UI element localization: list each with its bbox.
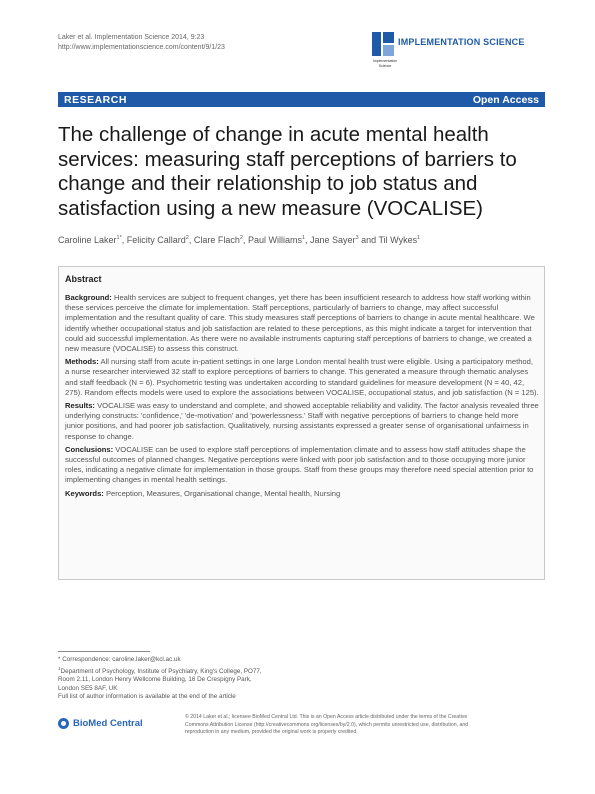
- abstract-box: [58, 266, 545, 580]
- correspondence-note[interactable]: * Correspondence: caroline.laker@kcl.ac.uk: [58, 656, 181, 663]
- author-name: Jane Sayer: [310, 235, 356, 245]
- author-affiliation: 3: [355, 235, 359, 241]
- conclusions-text: VOCALISE can be used to explore staff perceptions of implementation climate and to assess how staff attitudes shape the successful outcomes of planned changes. Negative perceptions were linked with poor job satisfaction and to those occupying more junior roles, indicating a negative climate for implementation in those groups. Staff from these groups may therefore need special attention prior to implementing changes in mental health settings.: [65, 444, 534, 485]
- journal-logo[interactable]: [372, 32, 547, 74]
- copyright-notice: © 2014 Laker et al.; licensee BioMed Central Ltd. This is an Open Access article distributed under the terms of the Creative Commons Attribution License (http://creativecommons.org/licenses/by/2.0), which permits unrestricted use, distribution, and reproduction in any medium, provided the original work is properly credited.: [185, 714, 469, 735]
- affiliation-note-line: Room 2.11, London Henry Wellcome Building, 16 De Crespigny Park,: [58, 676, 252, 684]
- author-name: Caroline Laker: [58, 235, 117, 245]
- abstract-results: [65, 401, 539, 442]
- journal-logo-title: IMPLEMENTATION SCIENCE: [398, 37, 525, 47]
- article-title: The challenge of change in acute mental health services: measuring staff perceptions of barriers to change and their relationship to job status and satisfaction using a new measure (VOCALISE): [58, 123, 517, 220]
- author-affiliation: 1*: [116, 235, 122, 241]
- abstract-keywords: [65, 489, 539, 499]
- citation-header: [58, 33, 225, 53]
- abstract-methods: [65, 357, 539, 398]
- methods-text: All nursing staff from acute in-patient settings in one large London mental health trust were eligible. Using a participatory method, a nurse researcher interviewed 32 staff to explore perceptions of barriers to change. This generated a measure through thematic analyses and staff feedback (N = 6). Psychometric testing was undertaken according to standard guidelines for measure development (N = 40, 42, 275). Random effects models were used to explore the associations between VOCALISE, occupational status, and job satisfaction (N = 125).: [65, 357, 539, 397]
- keywords-label: Keywords:: [65, 488, 104, 498]
- author-affiliation: 2: [185, 235, 189, 241]
- abstract-heading: Abstract: [65, 274, 102, 284]
- results-text: VOCALISE was easy to understand and complete, and showed acceptable reliability and validity. The factor analysis revealed three underlying constructs: 'confidence,' 'de-motivation' and 'powerlessness.' Staff with negative perceptions of barriers to change held more junior positions, and had poorer job satisfaction. Qualitatively, nursing assistants expressed a greater sense of organisational unfairness in response to change.: [65, 401, 539, 441]
- author-affiliation: 1: [417, 235, 421, 241]
- biomed-central-icon: [58, 718, 69, 729]
- journal-logo-icon: [372, 32, 394, 56]
- author-name: Felicity Callard: [126, 235, 186, 245]
- author-list: Caroline Laker$^{1*}$, Felicity Callard$^2$, Clare Flach$^2$, Paul Williams$^1$, Jane Sayer$^3$ and Til Wykes$^1$: [58, 235, 421, 245]
- author-name: Til Wykes: [378, 235, 418, 245]
- publisher-name: BioMed Central: [73, 718, 143, 729]
- open-access-label: Open Access: [472, 94, 539, 106]
- affiliation-note: $^1$Department of Psychology, Institute of Psychiatry, King's College, PO77,: [58, 665, 262, 675]
- methods-label: Methods:: [65, 357, 99, 367]
- author-name: Clare Flach: [193, 235, 240, 245]
- conclusions-label: Conclusions:: [65, 444, 114, 454]
- article-url[interactable]: http://www.implementationscience.com/content/9/1/23: [58, 44, 225, 51]
- abstract-conclusions: [65, 445, 539, 486]
- results-label: Results:: [65, 401, 95, 411]
- keywords-text: Perception, Measures, Organisational change, Mental health, Nursing: [105, 488, 341, 498]
- publisher-logo[interactable]: [58, 717, 178, 731]
- affiliation-note-line: London SE5 8AF, UK: [58, 684, 118, 692]
- background-text: Health services are subject to frequent changes, yet there has been insufficient research to address how staff working within these services perceive the climate for implementation. Staff perceptions, particularly of barriers to change, may affect successful implementation and the resultant quality of care. This study measures staff perceptions of barriers to change in acute mental healthcare. We identify whether occupational status and job satisfaction are related to these perceptions, as this might indicate a target for intervention that could aid successful implementation. As there were no available instruments capturing staff perceptions of barriers to change, we created a new measure (VOCALISE) to assess this construct.: [65, 293, 535, 354]
- author-affiliation: 1: [301, 235, 306, 241]
- abstract-background: [65, 293, 539, 354]
- citation-line: Laker et al. Implementation Science 2014, 9:23: [58, 34, 205, 41]
- journal-logo-subtitle: Implementation Science: [372, 59, 398, 68]
- section-banner: [58, 92, 545, 107]
- author-affiliation: 2: [239, 235, 243, 241]
- footnotes: [58, 656, 358, 702]
- author-name: Paul Williams: [247, 235, 302, 245]
- full-author-info-note: Full list of author information is available at the end of the article: [58, 693, 236, 701]
- background-label: Background:: [65, 293, 112, 302]
- section-label: RESEARCH: [64, 94, 127, 106]
- footnote-divider: [58, 651, 150, 652]
